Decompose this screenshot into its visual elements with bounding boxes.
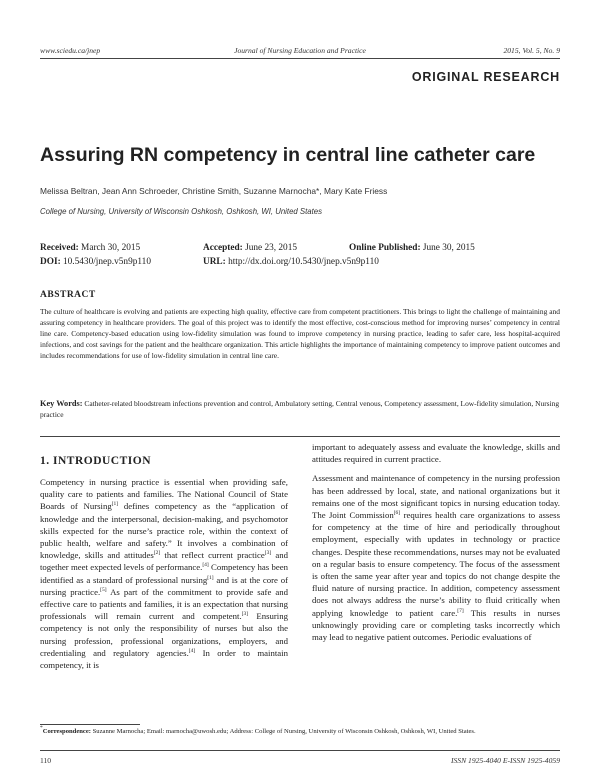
issn: ISSN 1925-4040 E-ISSN 1925-4059 bbox=[450, 756, 560, 765]
citation[interactable]: [7] bbox=[457, 607, 464, 614]
right-column bbox=[312, 441, 560, 650]
citation[interactable]: [3] bbox=[264, 550, 272, 557]
citation[interactable]: [5] bbox=[100, 586, 107, 593]
abstract-rule bbox=[40, 436, 560, 437]
citation[interactable]: [1] bbox=[207, 574, 214, 581]
citation[interactable]: [6] bbox=[393, 510, 401, 517]
header-volume: 2015, Vol. 5, No. 9 bbox=[503, 46, 560, 55]
text-run: and is at the core of nursing practice. bbox=[40, 574, 288, 597]
received-date: Received: March 30, 2015 bbox=[40, 243, 141, 253]
footer-rule bbox=[40, 750, 560, 751]
text-run: Competency has been identified as a standard of professional nursing bbox=[40, 562, 289, 585]
abstract-heading: ABSTRACT bbox=[40, 290, 96, 300]
text-run: that reflect current practice bbox=[160, 550, 265, 561]
citation[interactable]: [4] bbox=[202, 562, 209, 569]
text-run: important to adequately assess and evaluate the knowledge, skills and attitudes required in current practice. bbox=[312, 442, 560, 465]
keywords: Key Words: Catheter-related bloodstream infections prevention and control, Ambulatory setting, Central venous, Competency assessment, Low-fidelity simulation, Nursing practice bbox=[40, 399, 560, 420]
text-run: Ensuring competency is not only the responsibility of nurses but also the nursing profession, professional organizations, employers, and credentialing and regulatory agencies. bbox=[40, 611, 288, 658]
paragraph bbox=[312, 472, 560, 643]
authors: Melissa Beltran, Jean Ann Schroeder, Christine Smith, Suzanne Marnocha*, Mary Kate Friess bbox=[40, 186, 388, 196]
page-number: 110 bbox=[40, 756, 52, 765]
text-run: This results in nurses unknowingly providing care or completing tasks incorrectly which may lead to negative patient outcomes. Periodic evaluations of bbox=[312, 607, 560, 643]
affiliation: College of Nursing, University of Wisconsin Oshkosh, Oshkosh, WI, United States bbox=[40, 207, 323, 216]
text-run: requires health care organizations to assess for competency at the time of hire and periodically throughout employment, especially with updates in technology or practice changes. Despite these recommendations, nurses may not be evaluated on a regular basis to ensure competency. The focus of the assessment is often the same year after year and topics do not change despite the fluid nature of nursing practice. In addition, competency assessment does not always address the nurse’s ability to fluid critically when applying knowledge to patient care. bbox=[312, 510, 560, 618]
header-rule bbox=[40, 58, 560, 59]
citation[interactable]: [4] bbox=[188, 647, 196, 654]
header-url: www.sciedu.ca/jnep bbox=[40, 46, 101, 55]
citation[interactable]: [1] bbox=[111, 501, 119, 508]
text-run: Competency in nursing practice is essential when providing safe, quality care to patients and families. The National Council of State Boards of Nursing bbox=[40, 477, 288, 512]
text-run: defines competency as the “application of knowledge and the interpersonal, decision-making, and psychomotor skills expected for the nurse’s practice role, within the context of public health, welfare and safety.” It involves a combination of knowledge, skills and attitudes bbox=[40, 501, 288, 561]
text-run: In order to maintain competency, it is bbox=[40, 647, 288, 671]
accepted-date: Accepted: June 23, 2015 bbox=[203, 243, 297, 253]
text-run: Assessment and maintenance of competency in the nursing profession has been addressed by local, state, and national organizations but it remains one of the most significant topics in nursing education today. The Joint Commission bbox=[312, 473, 560, 521]
paragraph bbox=[312, 441, 560, 465]
paragraph bbox=[40, 476, 288, 671]
citation[interactable]: [3] bbox=[241, 611, 249, 618]
abstract-text: The culture of healthcare is evolving and patients are expecting high quality, effective care from competent practitioners. This brings to light the challenge of maintaining and assuring competency in healthcare providers. The goal of this project was to identify the most effective, cost-conscious method for improving nurses’ competency in central line care. Competency-based education using low-fidelity simulation was found to improve competency in nursing practice, leading to safer care, less hospital-acquired infections, and cost savings for the patient and the healthcare organization. This article highlights the importance of maintaining competency to improve patient outcomes and includes recommendations for use of low-fidelity simulation in central line care. bbox=[40, 307, 560, 361]
doi: DOI: 10.5430/jnep.v5n9p110 bbox=[40, 257, 151, 267]
introduction-heading: 1. INTRODUCTION bbox=[40, 455, 152, 467]
paper-title: Assuring RN competency in central line catheter care bbox=[40, 144, 536, 166]
text-run: and together meet expected levels of performance. bbox=[40, 550, 288, 573]
footnote: *Correspondence: Suzanne Marnocha; Email: marnocha@uwosh.edu; Address: College of Nursing, University of Wisconsin Oshkosh, Oshkosh, WI, United States. bbox=[40, 725, 476, 735]
text-run: As part of the commitment to provide safe and effective care to patients and families, it is an expectation that nursing professionals will remain current and competent. bbox=[40, 586, 288, 622]
published-date: Online Published: June 30, 2015 bbox=[349, 243, 475, 253]
doi-url[interactable]: URL: http://dx.doi.org/10.5430/jnep.v5n9p110 bbox=[203, 257, 379, 267]
left-column bbox=[40, 476, 288, 678]
footnote-rule bbox=[40, 724, 140, 725]
citation[interactable]: [2] bbox=[153, 550, 161, 557]
section-label: ORIGINAL RESEARCH bbox=[411, 70, 560, 84]
header-journal: Journal of Nursing Education and Practice bbox=[234, 46, 366, 55]
